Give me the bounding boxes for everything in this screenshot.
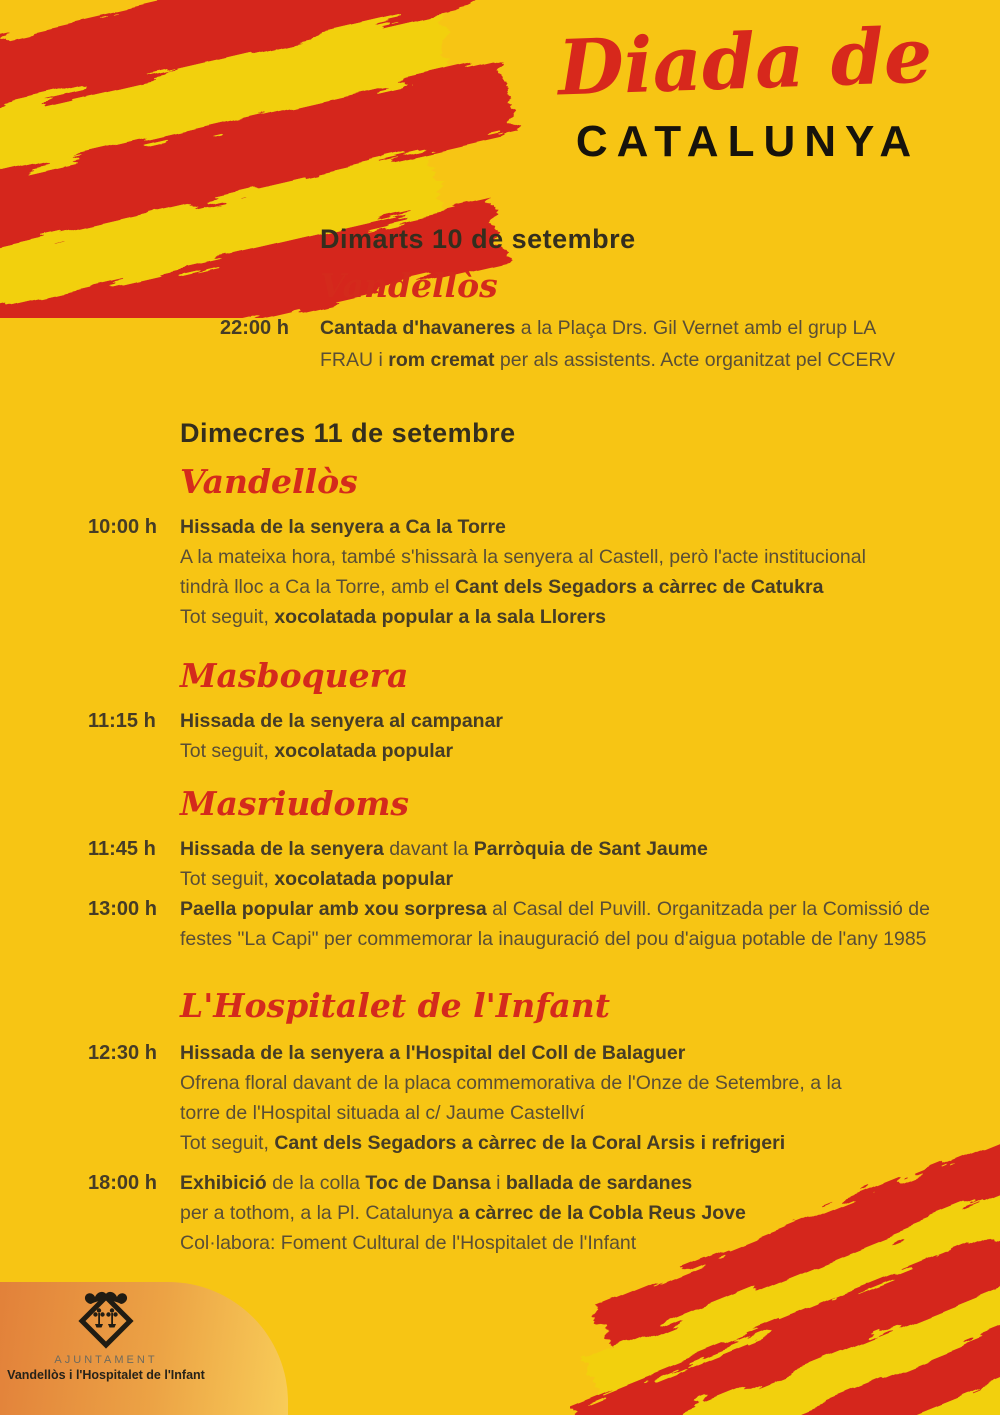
event-description	[320, 312, 895, 376]
town-crest-icon	[74, 1290, 138, 1352]
event-line: torre de l'Hospital situada al c/ Jaume Castellví	[180, 1102, 585, 1124]
event-line: Col·labora: Foment Cultural de l'Hospitalet de l'Infant	[180, 1232, 637, 1254]
title-script: Diada de	[556, 10, 934, 113]
event-row	[88, 512, 968, 632]
town-heading-masboquera: Masboquera	[180, 656, 409, 695]
event-line: festes "La Capi" per commemorar la inauguració del pou d'aigua potable de l'any 1985	[180, 928, 927, 950]
event-description	[180, 706, 503, 766]
day-section-dimarts	[220, 222, 960, 376]
event-row	[88, 1038, 968, 1158]
ajuntament-label: AJUNTAMENT	[54, 1354, 158, 1366]
footer-panel	[0, 1282, 288, 1415]
municipality-name: Vandellòs i l'Hospitalet de l'Infant	[7, 1368, 205, 1382]
event-line: Hissada de la senyera a Ca la Torre	[180, 516, 506, 538]
event-line: per a tothom, a la Pl. Catalunya a càrrec de la Cobla Reus Jove	[180, 1202, 746, 1224]
event-line: Tot seguit, Cant dels Segadors a càrrec de la Coral Arsis i refrigeri	[180, 1132, 786, 1154]
event-row	[88, 894, 968, 954]
event-line: Paella popular amb xou sorpresa al Casal del Puvill. Organitzada per la Comissió de	[180, 898, 930, 920]
town-heading-vandellos: Vandellòs	[320, 266, 498, 305]
event-line: FRAU i rom cremat per als assistents. Acte organitzat pel CCERV	[320, 349, 896, 371]
event-row	[88, 706, 968, 766]
event-time: 10:00 h	[88, 516, 157, 538]
event-line: Hissada de la senyera a l'Hospital del Coll de Balaguer	[180, 1042, 686, 1064]
day-heading: Dimecres 11 de setembre	[180, 418, 516, 448]
event-time: 18:00 h	[88, 1172, 157, 1194]
event-description	[180, 1168, 746, 1258]
day-section-dimecres	[88, 416, 968, 1258]
event-line: Hissada de la senyera al campanar	[180, 710, 504, 732]
event-line: Tot seguit, xocolatada popular	[180, 868, 454, 890]
event-row	[88, 834, 968, 894]
event-row	[88, 1168, 968, 1258]
town-heading-vandellos: Vandellòs	[180, 462, 358, 501]
title-main: CATALUNYA	[575, 117, 921, 166]
event-description	[180, 894, 930, 954]
event-line: Cantada d'havaneres a la Plaça Drs. Gil Vernet amb el grup LA	[320, 317, 877, 339]
event-time: 13:00 h	[88, 898, 157, 920]
event-row	[220, 312, 960, 376]
event-line: tindrà lloc a Ca la Torre, amb el Cant dels Segadors a càrrec de Catukra	[180, 576, 824, 598]
event-description	[180, 1038, 842, 1158]
event-line: Hissada de la senyera davant la Parròquia de Sant Jaume	[180, 838, 708, 860]
event-line: Ofrena floral davant de la placa commemorativa de l'Onze de Setembre, a la	[180, 1072, 842, 1094]
event-line: Tot seguit, xocolatada popular a la sala Llorers	[180, 606, 606, 628]
event-time: 11:45 h	[88, 838, 156, 860]
day-heading: Dimarts 10 de setembre	[320, 224, 636, 254]
town-heading-masriudoms: Masriudoms	[180, 784, 409, 823]
event-description	[180, 834, 708, 894]
event-line: Tot seguit, xocolatada popular	[180, 740, 454, 762]
event-line: A la mateixa hora, també s'hissarà la senyera al Castell, però l'acte institucional	[180, 546, 866, 568]
municipality-logo	[7, 1290, 205, 1382]
event-line: Exhibició de la colla Toc de Dansa i ballada de sardanes	[180, 1172, 693, 1194]
event-time: 22:00 h	[220, 317, 289, 339]
event-time: 12:30 h	[88, 1042, 157, 1064]
event-description	[180, 512, 866, 632]
event-time: 11:15 h	[88, 710, 156, 732]
town-heading-hospitalet: L'Hospitalet de l'Infant	[180, 986, 611, 1025]
poster-title	[545, 8, 945, 168]
